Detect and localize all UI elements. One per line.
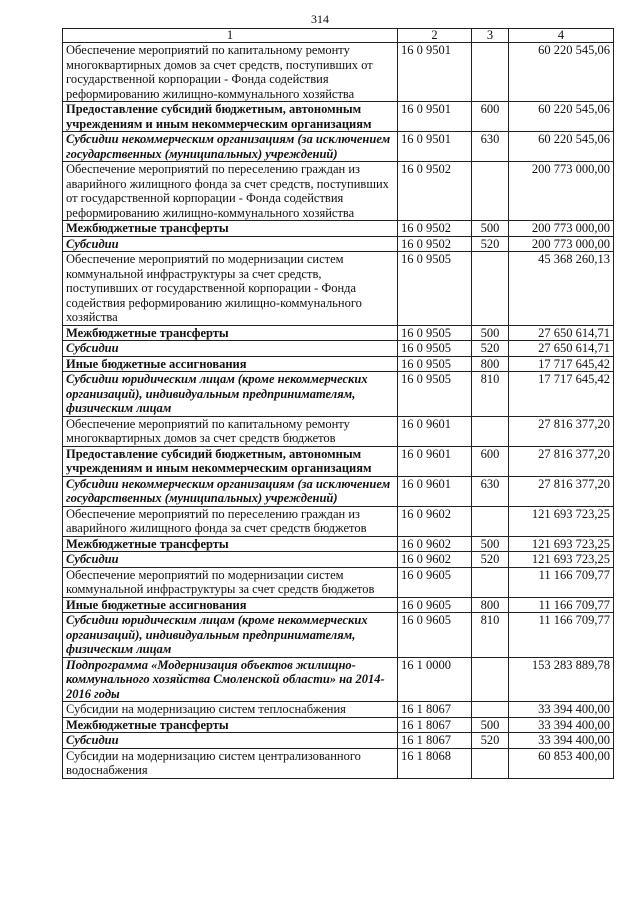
table-row (63, 372, 614, 417)
row-kind-cell: 810 (472, 372, 509, 417)
row-amount-cell: 33 394 400,00 (509, 702, 614, 718)
row-amount-cell: 200 773 000,00 (509, 221, 614, 237)
row-name-cell: Межбюджетные трансферты (63, 536, 398, 552)
table-row (63, 748, 614, 778)
row-kind-cell: 810 (472, 613, 509, 658)
row-kind-cell: 520 (472, 552, 509, 568)
row-amount-cell: 60 853 400,00 (509, 748, 614, 778)
table-row (63, 613, 614, 658)
table-row (63, 702, 614, 718)
table-row (63, 476, 614, 506)
table-row (63, 102, 614, 132)
row-code-cell: 16 1 8067 (398, 733, 472, 749)
table-row (63, 506, 614, 536)
row-name-cell: Обеспечение мероприятий по капитальному ремонту многоквартирных домов за счет средств бюджетов (63, 416, 398, 446)
row-kind-cell: 630 (472, 476, 509, 506)
row-kind-cell: 500 (472, 325, 509, 341)
table-row (63, 416, 614, 446)
table-body (63, 43, 614, 779)
table-row (63, 325, 614, 341)
row-name-cell: Межбюджетные трансферты (63, 221, 398, 237)
row-amount-cell: 33 394 400,00 (509, 717, 614, 733)
row-kind-cell: 520 (472, 341, 509, 357)
row-code-cell: 16 1 0000 (398, 657, 472, 702)
row-code-cell: 16 0 9605 (398, 567, 472, 597)
column-header-amount: 4 (509, 29, 614, 43)
row-name-cell: Иные бюджетные ассигнования (63, 356, 398, 372)
row-kind-cell: 520 (472, 733, 509, 749)
table-row (63, 221, 614, 237)
row-kind-cell: 630 (472, 132, 509, 162)
row-name-cell: Подпрограмма «Модернизация объектов жилищно-коммунального хозяйства Смоленской области» на 2014-2016 годы (63, 657, 398, 702)
row-name-cell: Предоставление субсидий бюджетным, автономным учреждениям и иным некоммерческим организациям (63, 102, 398, 132)
row-code-cell: 16 1 8067 (398, 702, 472, 718)
table-header (63, 29, 614, 43)
row-amount-cell: 200 773 000,00 (509, 236, 614, 252)
row-amount-cell: 27 650 614,71 (509, 325, 614, 341)
column-header-kind: 3 (472, 29, 509, 43)
row-name-cell: Субсидии некоммерческим организациям (за исключением государственных (муниципальных) учреждений) (63, 132, 398, 162)
row-name-cell: Субсидии на модернизацию систем теплоснабжения (63, 702, 398, 718)
row-kind-cell: 520 (472, 236, 509, 252)
row-kind-cell (472, 702, 509, 718)
row-kind-cell: 500 (472, 221, 509, 237)
row-code-cell: 16 0 9605 (398, 597, 472, 613)
row-amount-cell: 153 283 889,78 (509, 657, 614, 702)
table-row (63, 162, 614, 221)
row-amount-cell: 11 166 709,77 (509, 613, 614, 658)
row-code-cell: 16 1 8067 (398, 717, 472, 733)
row-name-cell: Обеспечение мероприятий по капитальному ремонту многоквартирных домов за счет средств, поступивших от государственной корпорации - Фонда содействия реформированию жилищно-коммунального хозяйства (63, 43, 398, 102)
row-kind-cell: 600 (472, 446, 509, 476)
table-row (63, 597, 614, 613)
table-row (63, 536, 614, 552)
row-code-cell: 16 0 9502 (398, 236, 472, 252)
row-amount-cell: 121 693 723,25 (509, 536, 614, 552)
row-code-cell: 16 0 9501 (398, 43, 472, 102)
row-amount-cell: 27 816 377,20 (509, 446, 614, 476)
row-kind-cell (472, 416, 509, 446)
row-code-cell: 16 0 9601 (398, 416, 472, 446)
table-row (63, 567, 614, 597)
row-code-cell: 16 0 9502 (398, 162, 472, 221)
row-code-cell: 16 0 9602 (398, 536, 472, 552)
row-name-cell: Субсидии юридическим лицам (кроме некоммерческих организаций), индивидуальным предпринимателям, физическим лицам (63, 372, 398, 417)
column-header-code: 2 (398, 29, 472, 43)
row-amount-cell: 33 394 400,00 (509, 733, 614, 749)
row-code-cell: 16 0 9502 (398, 221, 472, 237)
row-kind-cell (472, 657, 509, 702)
table-row (63, 446, 614, 476)
row-name-cell: Межбюджетные трансферты (63, 325, 398, 341)
row-kind-cell: 600 (472, 102, 509, 132)
row-kind-cell (472, 567, 509, 597)
table-row (63, 657, 614, 702)
row-code-cell: 16 0 9601 (398, 476, 472, 506)
row-amount-cell: 27 816 377,20 (509, 416, 614, 446)
row-name-cell: Субсидии юридическим лицам (кроме некоммерческих организаций), индивидуальным предпринимателям, физическим лицам (63, 613, 398, 658)
row-kind-cell (472, 162, 509, 221)
row-code-cell: 16 0 9501 (398, 102, 472, 132)
row-amount-cell: 60 220 545,06 (509, 102, 614, 132)
row-name-cell: Обеспечение мероприятий по переселению граждан из аварийного жилищного фонда за счет средств бюджетов (63, 506, 398, 536)
row-code-cell: 16 0 9505 (398, 341, 472, 357)
table-row (63, 132, 614, 162)
table-row (63, 43, 614, 102)
row-code-cell: 16 0 9505 (398, 252, 472, 326)
row-code-cell: 16 0 9505 (398, 325, 472, 341)
column-header-name: 1 (63, 29, 398, 43)
row-kind-cell: 800 (472, 597, 509, 613)
row-kind-cell (472, 748, 509, 778)
row-code-cell: 16 0 9605 (398, 613, 472, 658)
page-number: 314 (311, 12, 329, 26)
table-row (63, 356, 614, 372)
row-amount-cell: 45 368 260,13 (509, 252, 614, 326)
header-row (63, 29, 614, 43)
row-kind-cell: 800 (472, 356, 509, 372)
row-name-cell: Субсидии (63, 236, 398, 252)
row-name-cell: Иные бюджетные ассигнования (63, 597, 398, 613)
row-name-cell: Обеспечение мероприятий по модернизации систем коммунальной инфраструктуры за счет средств бюджетов (63, 567, 398, 597)
row-kind-cell: 500 (472, 717, 509, 733)
row-name-cell: Предоставление субсидий бюджетным, автономным учреждениям и иным некоммерческим организациям (63, 446, 398, 476)
row-amount-cell: 60 220 545,06 (509, 132, 614, 162)
row-kind-cell (472, 506, 509, 536)
row-amount-cell: 11 166 709,77 (509, 567, 614, 597)
row-code-cell: 16 0 9602 (398, 506, 472, 536)
row-name-cell: Межбюджетные трансферты (63, 717, 398, 733)
table-row (63, 717, 614, 733)
row-name-cell: Субсидии некоммерческим организациям (за исключением государственных (муниципальных) учреждений) (63, 476, 398, 506)
row-name-cell: Субсидии на модернизацию систем централизованного водоснабжения (63, 748, 398, 778)
row-amount-cell: 27 816 377,20 (509, 476, 614, 506)
row-amount-cell: 200 773 000,00 (509, 162, 614, 221)
row-kind-cell (472, 43, 509, 102)
row-name-cell: Обеспечение мероприятий по модернизации систем коммунальной инфраструктуры за счет средств, поступивших от государственной корпорации - Фонда содействия реформированию жилищно-коммунального хозяйства (63, 252, 398, 326)
row-code-cell: 16 0 9505 (398, 372, 472, 417)
budget-table (62, 28, 614, 779)
table-row (63, 733, 614, 749)
row-code-cell: 16 1 8068 (398, 748, 472, 778)
row-code-cell: 16 0 9505 (398, 356, 472, 372)
table-row (63, 552, 614, 568)
table-row (63, 252, 614, 326)
row-name-cell: Обеспечение мероприятий по переселению граждан из аварийного жилищного фонда за счет средств, поступивших от государственной корпорации - Фонда содействия реформированию жилищно-коммунального хозяйства (63, 162, 398, 221)
row-code-cell: 16 0 9501 (398, 132, 472, 162)
row-amount-cell: 27 650 614,71 (509, 341, 614, 357)
row-amount-cell: 60 220 545,06 (509, 43, 614, 102)
row-kind-cell: 500 (472, 536, 509, 552)
row-name-cell: Субсидии (63, 341, 398, 357)
row-amount-cell: 11 166 709,77 (509, 597, 614, 613)
table-row (63, 341, 614, 357)
row-amount-cell: 17 717 645,42 (509, 356, 614, 372)
row-name-cell: Субсидии (63, 552, 398, 568)
row-amount-cell: 121 693 723,25 (509, 506, 614, 536)
row-amount-cell: 121 693 723,25 (509, 552, 614, 568)
row-code-cell: 16 0 9601 (398, 446, 472, 476)
row-name-cell: Субсидии (63, 733, 398, 749)
row-amount-cell: 17 717 645,42 (509, 372, 614, 417)
row-kind-cell (472, 252, 509, 326)
row-code-cell: 16 0 9602 (398, 552, 472, 568)
table-row (63, 236, 614, 252)
